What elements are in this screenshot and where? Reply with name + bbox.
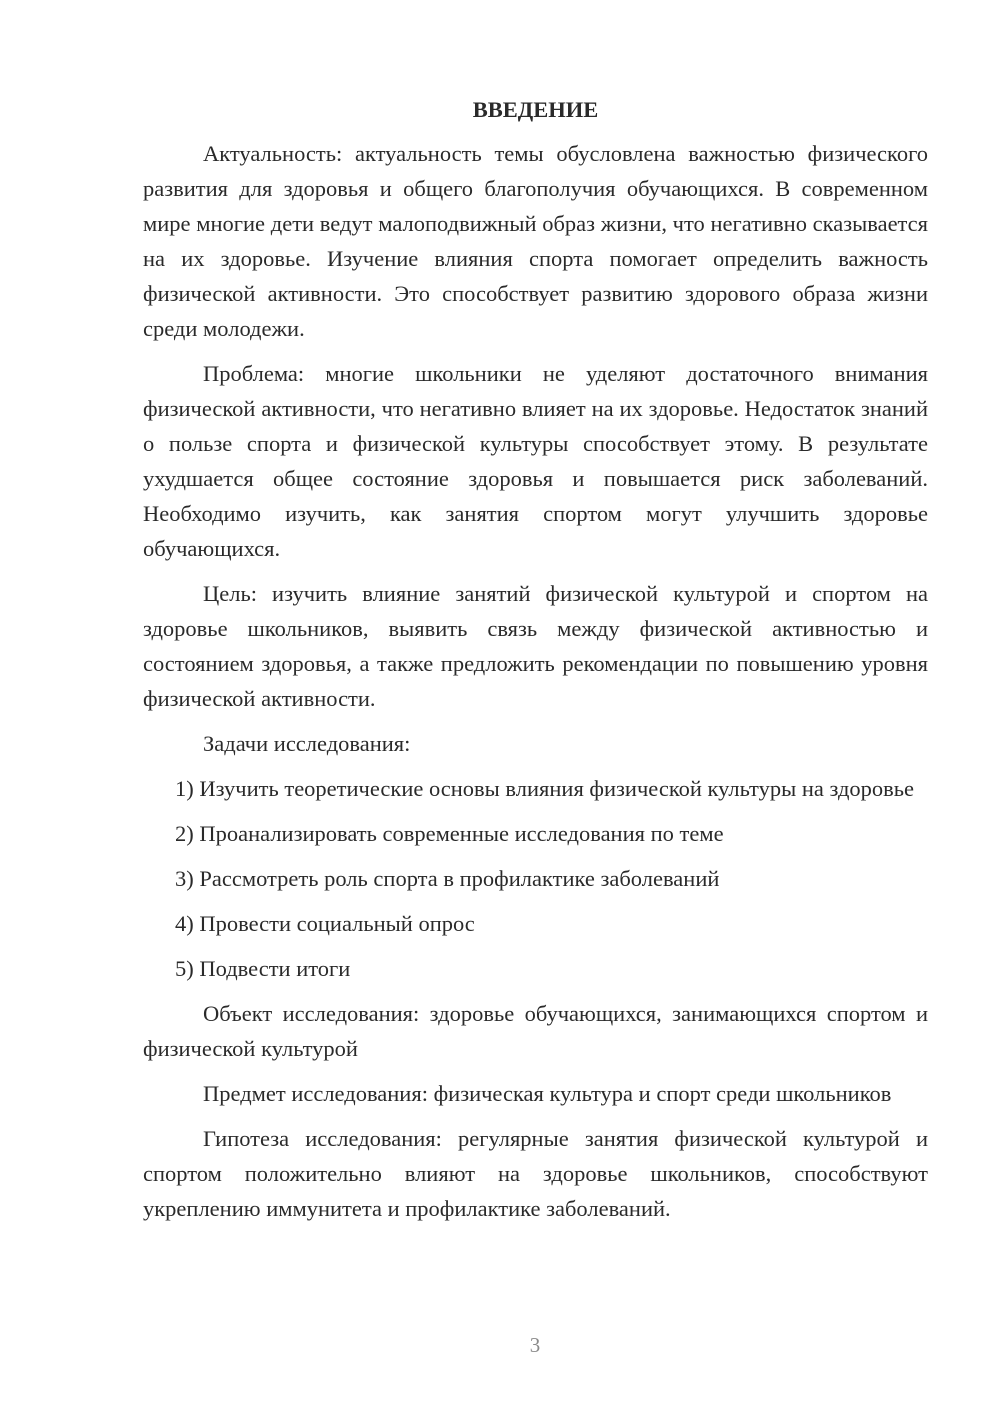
task-item-1: 1) Изучить теоретические основы влияния физической культуры на здоровье bbox=[175, 776, 915, 801]
paragraph-object: Объект исследования: здоровье обучающихся, занимающихся спортом и физической культурой bbox=[143, 1001, 928, 1061]
page-number: 3 bbox=[529, 1333, 541, 1357]
paragraph-hypothesis: Гипотеза исследования: регулярные занятия физической культурой и спортом положительно влияют на здоровье школьников, способствуют укреплению иммунитета и профилактике заболеваний. bbox=[143, 1126, 928, 1221]
tasks-heading: Задачи исследования: bbox=[203, 731, 411, 756]
section-title: ВВЕДЕНИЕ bbox=[472, 97, 599, 122]
paragraph-relevance: Актуальность: актуальность темы обусловлена важностью физического развития для здоровья и общего благополучия обучающихся. В современном мире многие дети ведут малоподвижный образ жизни, что негативно сказывается на их здоровье. Изучение влияния спорта помогает определить важность физической активности. Это способствует развитию здорового образа жизни среди молодежи. bbox=[143, 141, 928, 341]
document-page bbox=[143, 92, 928, 1236]
paragraph-problem: Проблема: многие школьники не уделяют достаточного внимания физической активности, что негативно влияет на их здоровье. Недостаток знаний о пользе спорта и физической культуры способствует этому. В результате ухудшается общее состояние здоровья и повышается риск заболеваний. Необходимо изучить, как занятия спортом могут улучшить здоровье обучающихся. bbox=[143, 361, 928, 561]
task-item-3: 3) Рассмотреть роль спорта в профилактике заболеваний bbox=[175, 866, 720, 891]
paragraph-subject: Предмет исследования: физическая культура и спорт среди школьников bbox=[203, 1081, 892, 1106]
paragraph-goal: Цель: изучить влияние занятий физической культурой и спортом на здоровье школьников, выявить связь между физической активностью и состоянием здоровья, а также предложить рекомендации по повышению уровня физической активности. bbox=[143, 581, 928, 711]
task-item-5: 5) Подвести итоги bbox=[175, 956, 351, 981]
task-item-4: 4) Провести социальный опрос bbox=[175, 911, 475, 936]
task-item-2: 2) Проанализировать современные исследования по теме bbox=[175, 821, 724, 846]
